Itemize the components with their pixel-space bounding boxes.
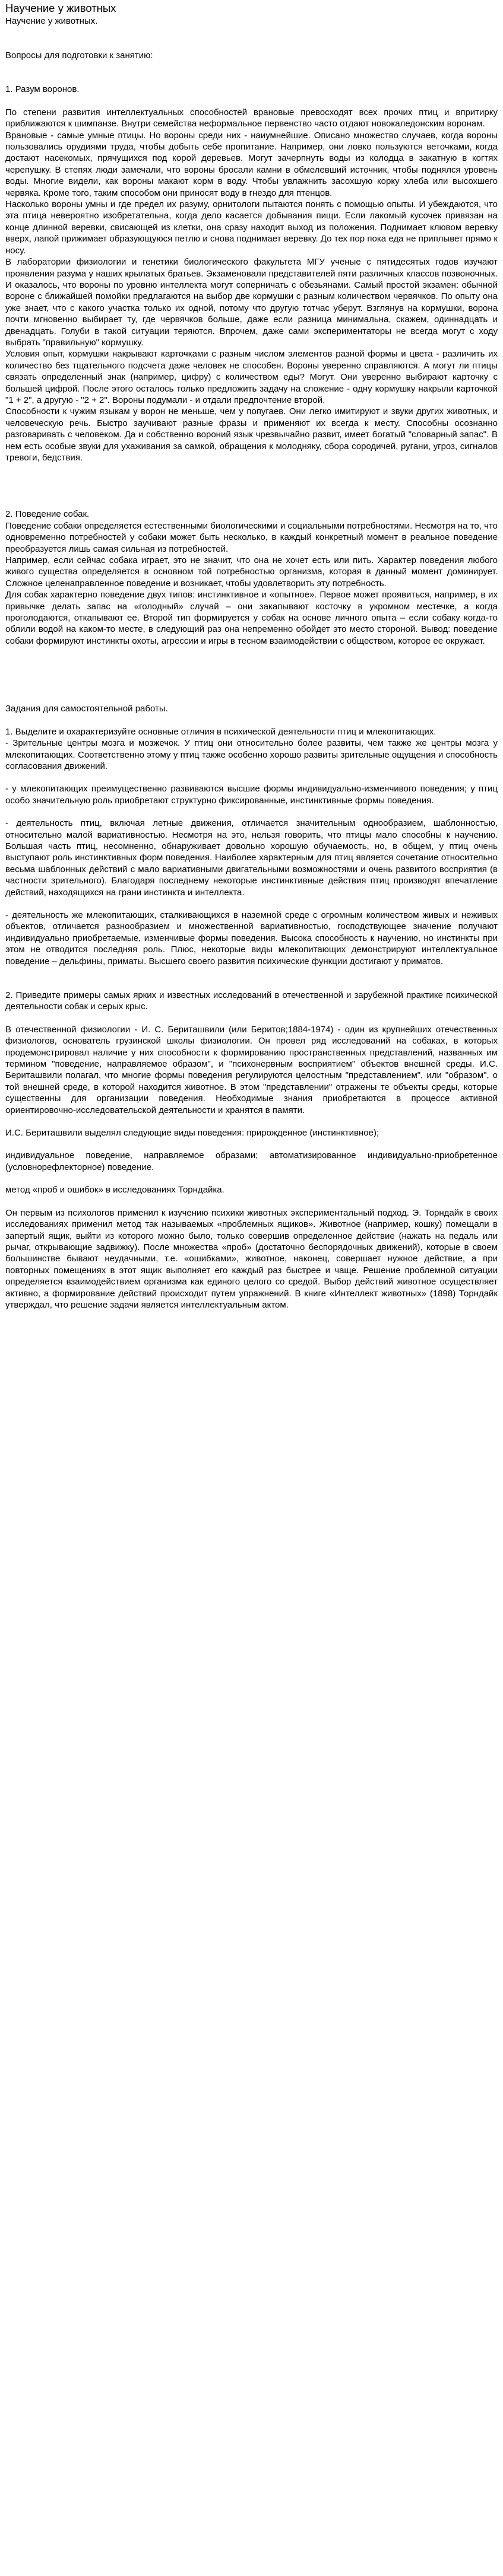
q1-heading: 1. Разум воронов. xyxy=(5,84,80,95)
t2-paragraph: Он первым из психологов применил к изучению психики животных экспериментальный подход. Э. Торндайк в своих исследованиях применил метод так называемых «проблемных ящиков». Животное (например, кошку) помещали в запертый ящик, выйти из которого можно было, только совершив определенное действие (нажать на педаль или рычаг, открывающие задвижку). После множества «проб» (достаточно беспорядочных движений), которые в своем большинстве бывают неудачными, т.е. «ошибками», животное, наконец, совершает нужное действие, а при повторных помещениях в этот ящик выполняет его каждый раз быстрее и чаще. Решение проблемной ситуации определяется взаимодействием организма как единого целого со средой. Выбор действий животное осуществляет активно, а формирование действий происходит путем упражнений. В книге «Интеллект животных» (1898) Торндайк утверждал, что решение задачи является интеллектуальным актом. xyxy=(5,1207,498,1310)
page-title: Научение у животных xyxy=(5,2,116,14)
q1-paragraph: Врановые - самые умные птицы. Но вороны среди них - наиумнейшие. Описано множество случаев, когда вороны пользовались орудиями труда, чтобы добыть себе пропитание. Например, они ловко пользуются веточками, когда достают насекомых, прячущихся под корой деревьев. Могут зачерпнуть воды из колодца в закатную в когтях черепушку. В степях люди замечали, что вороны бросали камни в обмелевший источник, чтобы поднялся уровень воды. Многие видели, как вороны макают корм в воду. Чтобы увлажнить засохшую корку хлеба или высохшего червяка. Кроме того, таким способом они приносят воду в гнездо для птенцов. xyxy=(5,130,498,198)
q1-paragraph: По степени развития интеллектуальных способностей врановые превосходят всех прочих птиц и впритирку приближаются к шимпанзе. Внутри семейства неформальное первенство часто отдают новокаледонским воронам. xyxy=(5,107,498,129)
q1-paragraph: Способности к чужим языкам у ворон не меньше, чем у попугаев. Они легко имитируют и звуки других животных, и человеческую речь. Быстро заучивают разные фразы и применяют их всегда к месту. Способны осознанно разговаривать с человеком. Да и собственно вороний язык чрезвычайно развит, имеет богатый "словарный запас". В нем есть особые звуки для ухаживания за самкой, обращения к молодняку, сбора сородичей, ругани, угроз, сигналов тревоги, бедствия. xyxy=(5,406,498,463)
q2-paragraph: Например, если сейчас собака играет, это не значит, что она не хочет есть или пить. Характер поведения любого живого существа определяется в основном той потребностью организма, которая в данный момент доминирует. Сложное целенаправленное поведение и возникает, чтобы удовлетворить эту потребность. xyxy=(5,555,498,589)
q1-paragraph: Насколько вороны умны и где предел их разуму, орнитологи пытаются понять с помощью опыты. И убеждаются, что эта птица невероятно изобретательна, когда дело касается добывания пищи. Если лакомый кусочек привязан на конце длинной веревки, свисающей из клетки, она сразу находит выход из положения. Поднимает клювом веревку вверх, лапой прижимает образующуюся петлю и снова поднимает веревку. До тех пор пока еда не приплывет прямо к носу. xyxy=(5,199,498,256)
t1-paragraph: - деятельность птиц, включая летные движения, отличается значительным однообразием, шаблонностью, относительно малой вариативностью. Несмотря на это, нельзя говорить, что птицы мало способны к научению. Большая часть птиц, несомненно, обнаруживает довольно хорошую обучаемость, но, в общем, у птиц очень выступают роль инстинктивных форм поведения. Наиболее характерным для птиц является сочетание относительно весьма шаблонных действий с мало вариативными двигательными возможностями и очень развитого восприятия (в частности зрительного). Благодаря последнему некоторые инстинктивные действия птиц производят впечатление действий, находящихся на грани инстинкта и интеллекта. xyxy=(5,818,498,898)
q2-paragraph: Поведение собаки определяется естественными биологическими и социальными потребностями. Несмотря на то, что одновременно потребностей у собаки может быть несколько, в каждый конкретный момент в реальное поведение преобразуется лишь самая сильная из потребностей. xyxy=(5,520,498,554)
t2-heading: 2. Приведите примеры самых ярких и известных исследований в отечественной и зарубежной практике психической деятельности собак и серых крыс. xyxy=(5,990,498,1012)
q2-heading: 2. Поведение собак. xyxy=(5,509,90,520)
t2-paragraph: метод «проб и ошибок» в исследованиях Торндайка. xyxy=(5,1185,224,1195)
t2-paragraph: В отечественной физиологии - И. С. Бериташвили (или Беритов;1884-1974) - один из крупнейших отечественных физиологов, основатель грузинской школы физиологии. Он провел ряд исследований на собаках, в которых продемонстрировал наличие у них способности к формированию пространственных представлений, названных им термином "поведение, направляемое образом", и "психонервным восприятием" объектов внешней среды. И.С. Бериташвили полагал, что многие формы поведения регулируются целостным "представлением", или "образом", о той внешней среде, в которой находится животное. В этом "представлении" отражены те объекты среды, которые существенны для организации поведения. Необходимые знания приобретаются в процессе активной ориентировочно-исследовательской деятельности и хранятся в памяти. xyxy=(5,1024,498,1115)
t1-paragraph: - Зрительные центры мозга и мозжечок. У птиц они относительно более развиты, чем также же центры мозга у млекопитающих. Соответственно этому у птиц также особенно хорошо развиты зрительные ощущения и способность согласования движений. xyxy=(5,738,498,771)
t1-paragraph: - у млекопитающих преимущественно развиваются высшие формы индивидуально-изменчивого поведения; у птиц особо значительную роль приобретают структурно фиксированные, инстинктивные формы поведения. xyxy=(5,784,498,806)
tasks-heading: Задания для самостоятельной работы. xyxy=(5,704,168,714)
t1-paragraph: - деятельность же млекопитающих, сталкивающихся в наземной среде с огромным количеством живых и неживых объектов, отличается разнообразием и множественной вариативностью, господствующее значение получают индивидуально приобретаемые, изменчивые формы поведения. Высока способность к научению, но инстинкты при этом не отводится последняя роль. Плюс, некоторые виды млекопитающих демонстрируют интеллектуальное поведение – дельфины, приматы. Высшего своего развития психические функции достигают у приматов. xyxy=(5,909,498,966)
q2-paragraph: Для собак характерно поведение двух типов: инстинктивное и «опытное». Первое может проявиться, например, в их привычке делать запас на «голодный» случай – они закапывают косточку в укромном местечке, а когда проголодаются, откапывают ее. Второй тип формируется у собак на основе личного опыта – если собаку когда-то облили водой на каком-то месте, в следующий раз она непременно обойдет это место стороной. Вывод: поведение собаки формируют инстинкты охоты, агрессии и игры в тесном взаимодействии с обществом, которое ее окружает. xyxy=(5,590,498,646)
questions-heading: Вопросы для подготовки к занятию: xyxy=(5,50,153,61)
t1-heading: 1. Выделите и охарактеризуйте основные отличия в психической деятельности птиц и млекопитающих. xyxy=(5,726,436,737)
q1-paragraph: Условия опыт, кормушки накрывают карточками с разным числом элементов разной формы и цвета - различить их количество без тщательного подсчета даже человек не способен. Вороны уверенно справляются. А могут ли птицы связать определенный знак (например, цифру) с количеством еды? Могут. Они уверенно выбирают карточку с большей цифрой. После этого осталось только предложить задачу на сложение - одну кормушку накрыли карточкой "1 + 2", а другую - "2 + 2". Вороны подумали - и отдали предпочтение второй. xyxy=(5,349,498,405)
t2-paragraph: индивидуальное поведение, направляемое образами; автоматизированное индивидуально-приобретенное (условнорефлекторное) поведение. xyxy=(5,1150,498,1172)
page-subtitle: Научение у животных. xyxy=(5,16,98,26)
t2-paragraph: И.С. Бериташвили выделял следующие виды поведения: прирожденное (инстинктивное); xyxy=(5,1128,379,1138)
q1-paragraph: В лаборатории физиологии и генетики биологического факультета МГУ ученые с пятидесятых годов изучают проявления разума у наших крылатых братьев. Экзаменовали представителей пяти различных классов позвоночных. И оказалось, что вороны по уровню интеллекта могут соперничать с обезьянами. Самый простой экзамен: обычной вороне с ближайшей помойки предлагаются на выбор две кормушки с разным количеством червячков. По опыту она уже знает, что с какого участка только их одной, потому что другую тотчас уберут. Взглянув на кормушки, ворона почти мгновенно выбирает ту, где червячков больше, даже если разница минимальна, скажем, одиннадцать и двенадцать. Голуби в такой ситуации теряются. Впрочем, даже сами экспериментаторы не всегда могут с ходу выбрать "правильную" кормушку. xyxy=(5,257,498,348)
